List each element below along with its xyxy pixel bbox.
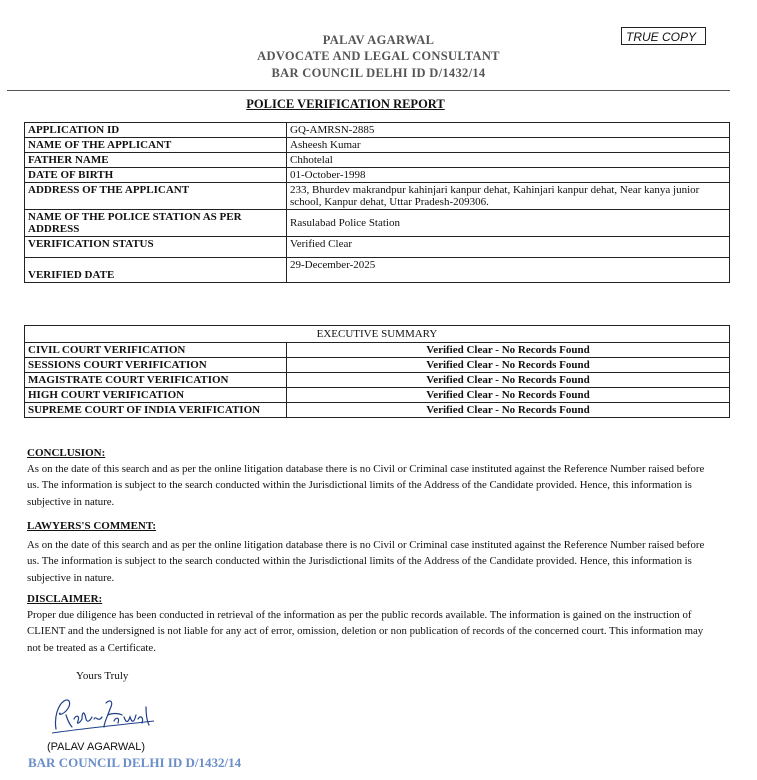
lawyers-comment-title: LAWYERS'S COMMENT: <box>27 520 157 532</box>
detail-key: DATE OF BIRTH <box>25 168 287 183</box>
table-row <box>25 403 730 418</box>
table-row <box>25 138 730 153</box>
bar-council-id-header: BAR COUNCIL DELHI ID D/1432/14 <box>271 66 486 80</box>
table-row <box>25 210 730 237</box>
disclaimer-title: DISCLAIMER: <box>27 593 103 605</box>
table-row <box>25 326 730 343</box>
table-row <box>25 373 730 388</box>
detail-key: ADDRESS OF THE APPLICANT <box>25 183 287 210</box>
conclusion-text: As on the date of this search and as per the online litigation database there is no Civil or Criminal case instituted against the Reference Number raised before us. The information is subject to the search conducted within the Jurisdictional limits of the Address of the Candidate provided. Hence, this information is subjective in nature. <box>27 463 705 508</box>
summary-value: Verified Clear - No Records Found <box>287 373 730 388</box>
true-copy-stamp: TRUE COPY <box>621 27 706 45</box>
signature-image <box>48 695 158 742</box>
table-row <box>25 237 730 258</box>
table-row <box>25 123 730 138</box>
summary-value: Verified Clear - No Records Found <box>287 358 730 373</box>
detail-value: 29-December-2025 <box>287 258 730 283</box>
table-row <box>25 258 730 283</box>
detail-key: FATHER NAME <box>25 153 287 168</box>
detail-key: NAME OF THE POLICE STATION AS PER ADDRESS <box>25 210 287 237</box>
table-row <box>25 183 730 210</box>
table-row <box>25 343 730 358</box>
summary-title: EXECUTIVE SUMMARY <box>25 326 730 343</box>
detail-value: GQ-AMRSN-2885 <box>287 123 730 138</box>
summary-value: Verified Clear - No Records Found <box>287 388 730 403</box>
summary-key: CIVIL COURT VERIFICATION <box>25 343 287 358</box>
detail-key: NAME OF THE APPLICANT <box>25 138 287 153</box>
details-table <box>24 122 730 283</box>
detail-value: 233, Bhurdev makrandpur kahinjari kanpur dehat, Kahinjari kanpur dehat, Near kanya junior school, Kanpur dehat, Uttar Pradesh-209306. <box>287 183 730 210</box>
bar-council-id-footer: BAR COUNCIL DELHI ID D/1432/14 <box>28 755 242 770</box>
summary-key: HIGH COURT VERIFICATION <box>25 388 287 403</box>
detail-value: 01-October-1998 <box>287 168 730 183</box>
summary-value: Verified Clear - No Records Found <box>287 343 730 358</box>
lawyers-comment-text: As on the date of this search and as per the online litigation database there is no Civil or Criminal case instituted against the Reference Number raised before us. The information is subject to the search conducted within the Jurisdictional limits of the Address of the Candidate provided. Hence, this information is subjective in nature. <box>27 539 705 584</box>
table-row <box>25 388 730 403</box>
executive-summary-table <box>24 325 730 418</box>
disclaimer-section <box>27 591 717 656</box>
report-title: POLICE VERIFICATION REPORT <box>246 97 445 111</box>
signatory-name: (PALAV AGARWAL) <box>47 741 146 753</box>
summary-key: SUPREME COURT OF INDIA VERIFICATION <box>25 403 287 418</box>
yours-truly: Yours Truly <box>76 670 129 682</box>
conclusion-title: CONCLUSION: <box>27 447 106 459</box>
table-row <box>25 358 730 373</box>
detail-value: Verified Clear <box>287 237 730 258</box>
detail-value: Asheesh Kumar <box>287 138 730 153</box>
detail-key: APPLICATION ID <box>25 123 287 138</box>
conclusion-section <box>27 445 717 510</box>
detail-value: Chhotelal <box>287 153 730 168</box>
lawyers-comment-section <box>27 518 717 586</box>
table-row <box>25 168 730 183</box>
summary-value: Verified Clear - No Records Found <box>287 403 730 418</box>
detail-key: VERIFICATION STATUS <box>25 237 287 258</box>
table-row <box>25 153 730 168</box>
detail-key: VERIFIED DATE <box>25 258 287 283</box>
advocate-title: ADVOCATE AND LEGAL CONSULTANT <box>257 49 500 63</box>
header-divider <box>7 90 730 91</box>
summary-key: MAGISTRATE COURT VERIFICATION <box>25 373 287 388</box>
detail-value: Rasulabad Police Station <box>287 210 730 237</box>
advocate-name: PALAV AGARWAL <box>322 33 435 47</box>
summary-key: SESSIONS COURT VERIFICATION <box>25 358 287 373</box>
disclaimer-text: Proper due diligence has been conducted in retrieval of the information as per the public records available. The information is gained on the instruction of CLIENT and the undersigned is not liable for any act of error, omission, deletion or non publication of records of the concerned court. This information may not be treated as a Certificate. <box>27 609 704 654</box>
